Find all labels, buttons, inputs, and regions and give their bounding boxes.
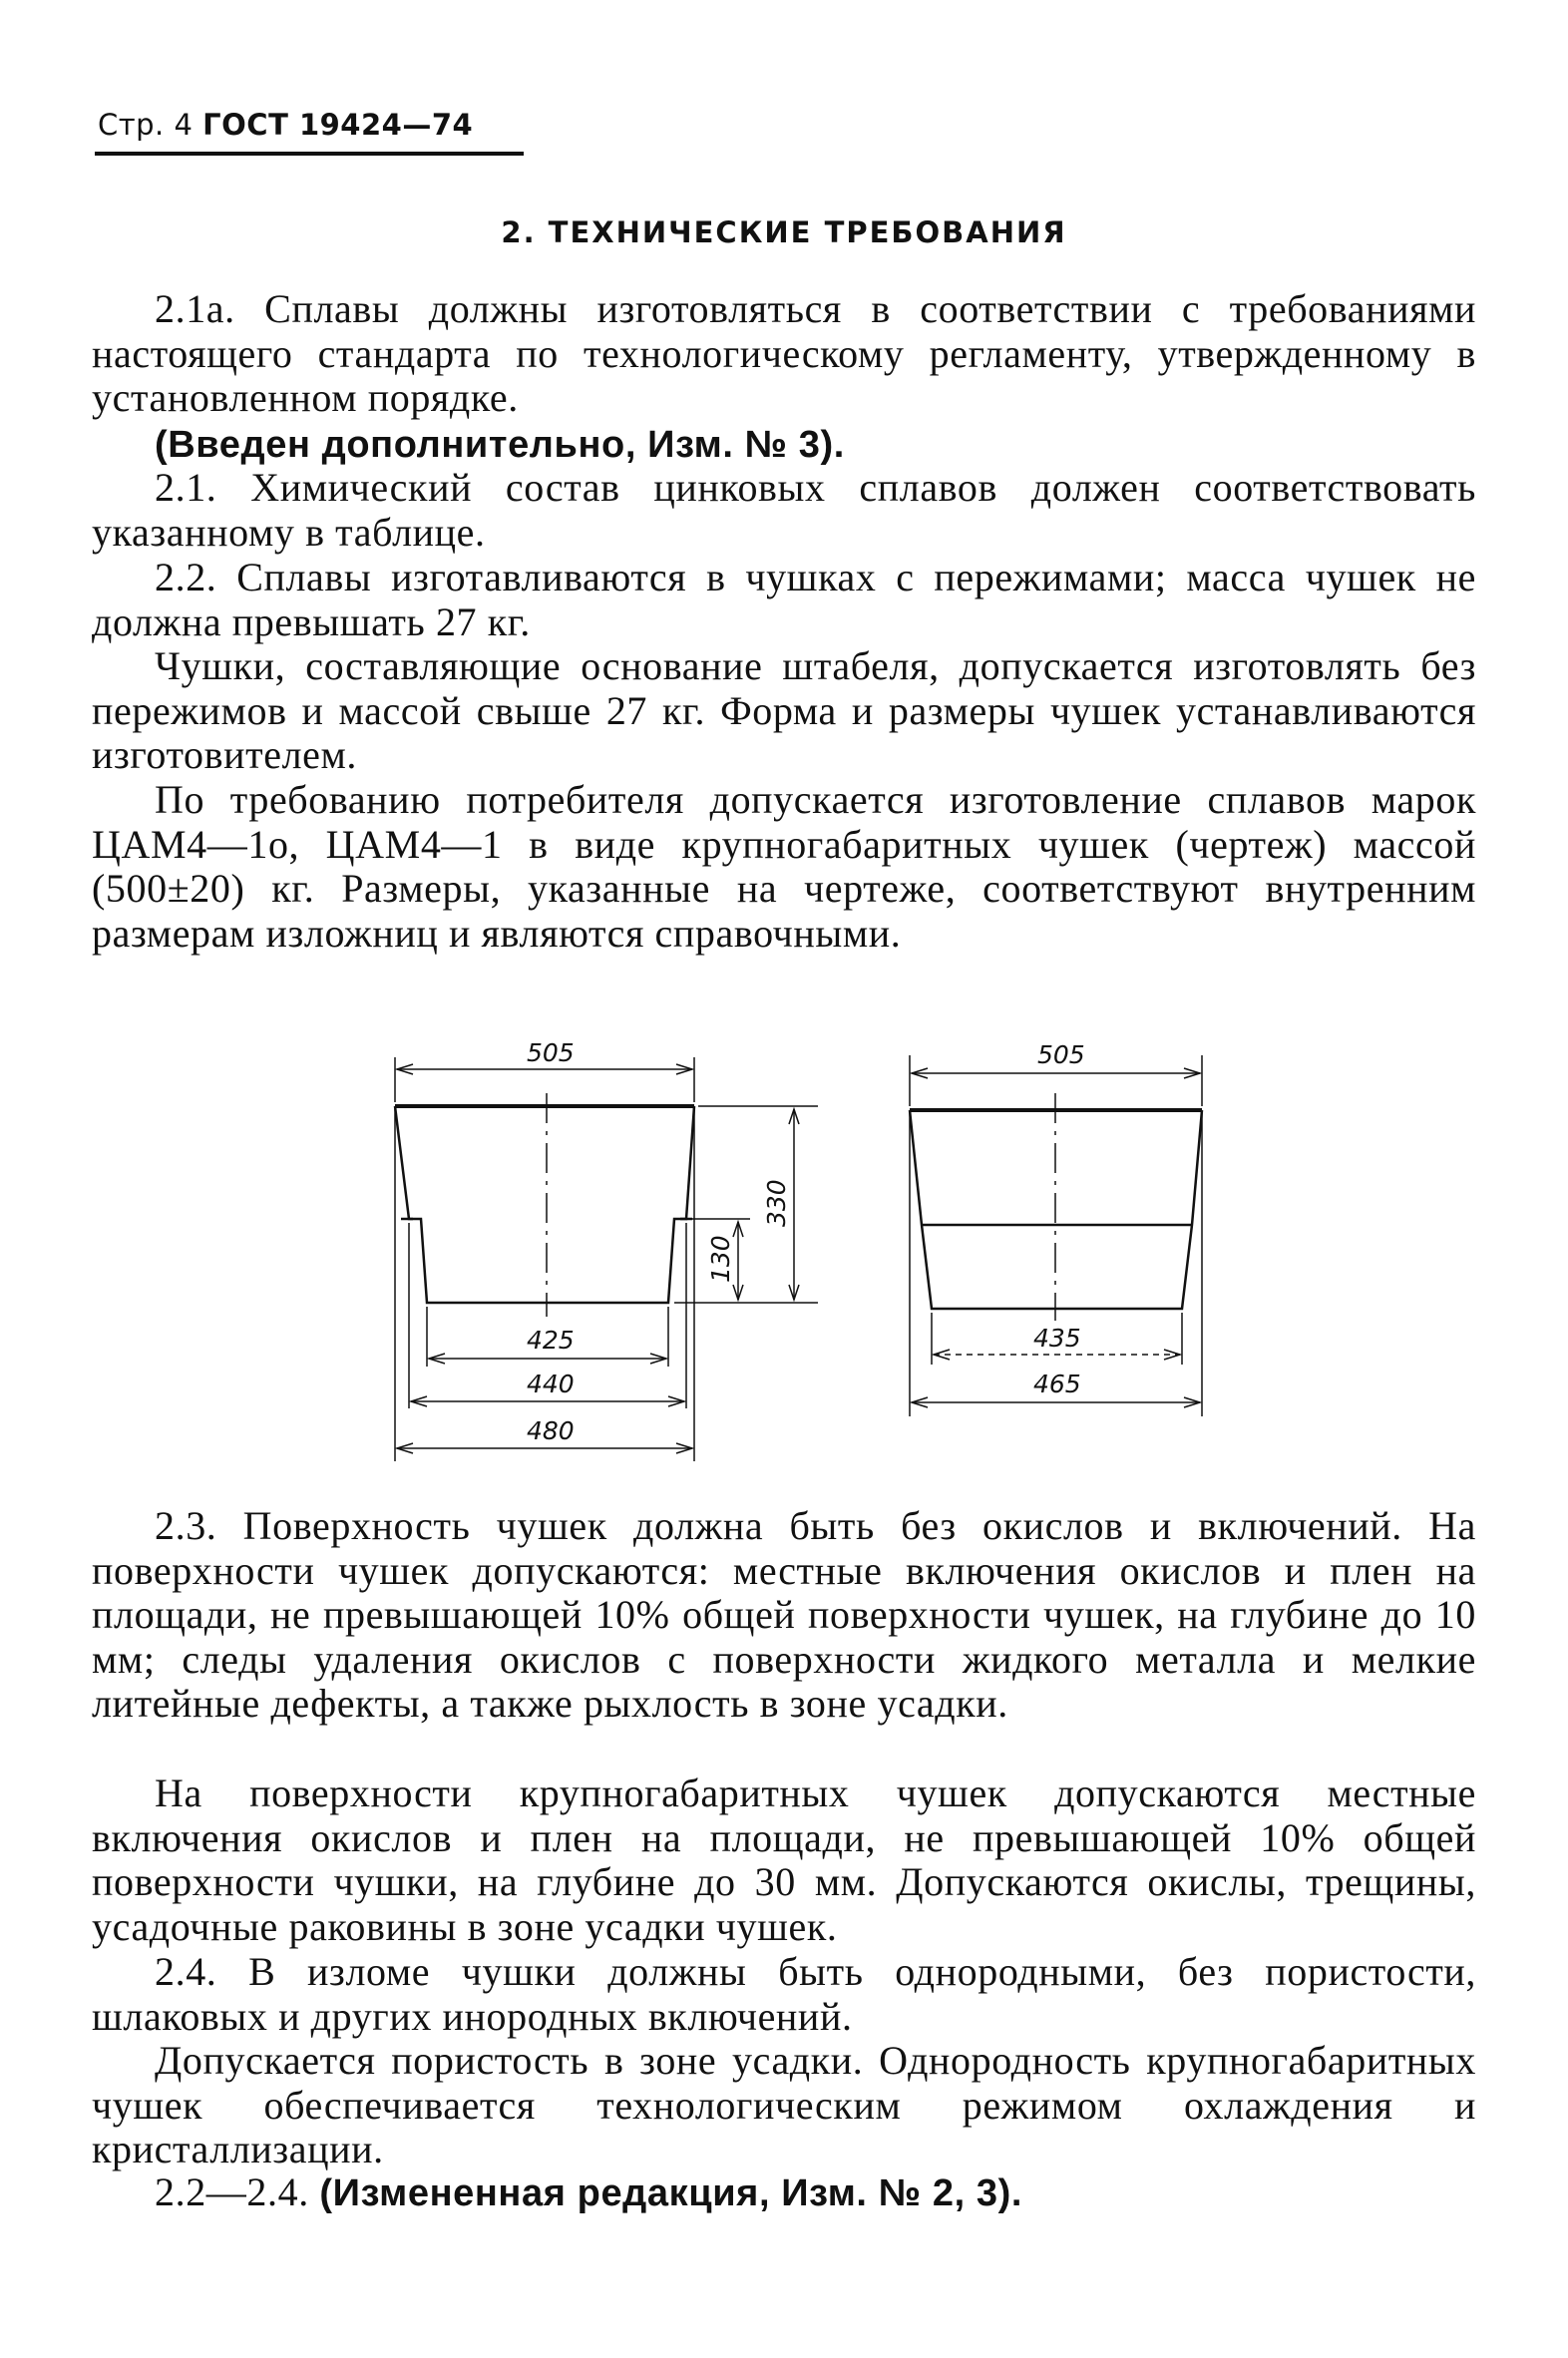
amendment-note-final (92, 2170, 1476, 2216)
dim-left-height-total: 330 (762, 1179, 791, 1227)
amendment-note-text: (Введен дополнительно, Изм. № 3). (155, 424, 845, 466)
page-number: Стр. 4 (98, 108, 194, 142)
paragraph-2-4-porosity: Допускается пористость в зоне усадки. Однородность крупногабаритных чушек обеспечивается технологическим режимом охлаждения и кристаллизации. (92, 2038, 1476, 2171)
dim-left-height-lower: 130 (706, 1235, 735, 1283)
right-ingot-drawing (910, 1055, 1202, 1416)
section-title: 2. ТЕХНИЧЕСКИЕ ТРЕБОВАНИЯ (501, 215, 1067, 249)
paragraph-2-2-large: По требованию потребителя допускается изготовление сплавов марок ЦАМ4—1о, ЦАМ4—1 в виде крупногабаритных чушек (чертеж) массой (500±20) кг. Размеры, указанные на чертеже, соответствуют внутренним размерам изложниц и являются справочными. (92, 777, 1476, 956)
left-ingot-drawing (395, 1057, 818, 1461)
standard-number: ГОСТ 19424—74 (202, 108, 474, 142)
paragraph-2-2: 2.2. Сплавы изготавливаются в чушках с пережимами; масса чушек не должна превышать 27 кг. (92, 555, 1476, 644)
paragraph-2-2-base: Чушки, составляющие основание штабеля, допускается изготовлять без пережимов и массой свыше 27 кг. Форма и размеры чушек устанавливаются изготовителем. (92, 643, 1476, 777)
dim-right-bottom-outer: 465 (1033, 1370, 1081, 1398)
paragraph-2-1: 2.1. Химический состав цинковых сплавов должен соответствовать указанному в таблице. (92, 465, 1476, 555)
paragraph-2-3-large: На поверхности крупногабаритных чушек допускаются местные включения окислов и плен на площади, не превышающей 10% общей поверхности чушки, на глубине до 30 мм. Допускаются окислы, трещины, усадочные раковины в зоне усадки чушек. (92, 1770, 1476, 1949)
dim-left-bottom-outer: 480 (527, 1416, 575, 1445)
paragraph-2-3: 2.3. Поверхность чушек должна быть без окислов и включений. На поверхности чушек допускаются: местные включения окислов и плен на площади, не превышающей 10% общей поверхности чушек, на глубине до 10 мм; следы удаления окислов с поверхности жидкого металла и мелкие литейные дефекты, а также рыхлость в зоне усадки. (92, 1503, 1476, 1726)
dim-left-top-width: 505 (527, 1038, 575, 1067)
paragraph-2-1a: 2.1а. Сплавы должны изготовляться в соответствии с требованиями настоящего стандарта по технологическому регламенту, утвержденному в установленном порядке. (92, 286, 1476, 420)
dim-left-bottom-mid: 440 (527, 1370, 575, 1398)
dim-right-bottom-inner: 435 (1033, 1324, 1081, 1353)
amendment-final-text: (Измененная редакция, Изм. № 2, 3). (319, 2172, 1023, 2214)
amendment-final-prefix: 2.2—2.4. (155, 2169, 309, 2214)
dim-right-top-width: 505 (1037, 1040, 1085, 1069)
paragraph-2-4: 2.4. В изломе чушки должны быть однородными, без пористости, шлаковых и других инородных включений. (92, 1949, 1476, 2039)
dim-left-bottom-inner: 425 (527, 1326, 575, 1355)
